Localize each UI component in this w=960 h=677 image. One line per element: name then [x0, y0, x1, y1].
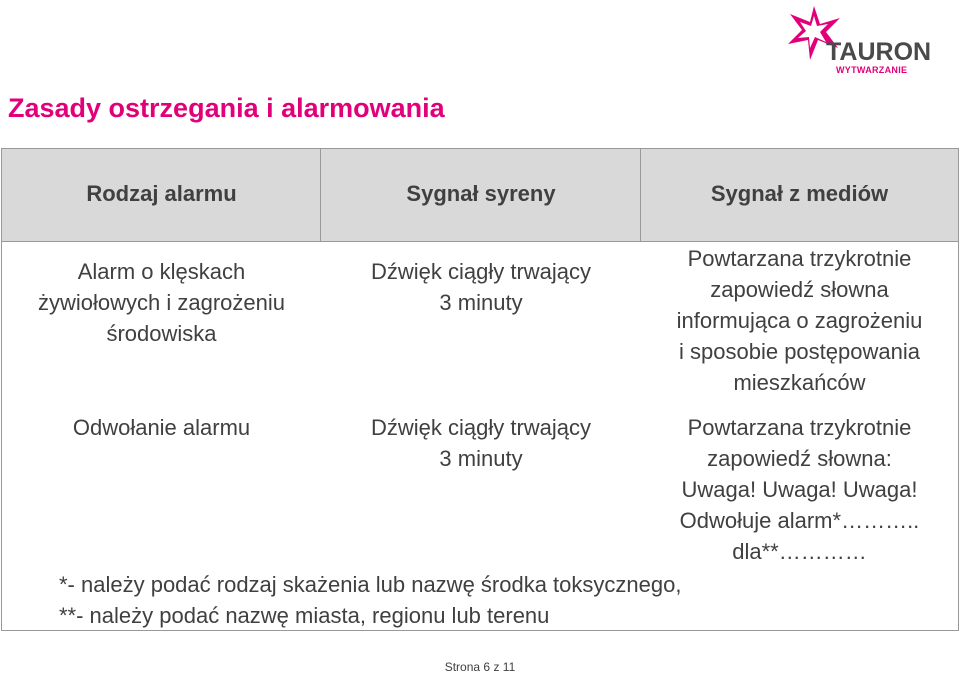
page-number: [0, 660, 960, 674]
header-siren-signal: Sygnał syreny: [406, 181, 556, 206]
row1-siren-signal: Dźwięk ciągły trwający 3 minuty: [370, 259, 592, 315]
row2-alarm-type: Odwołanie alarmu: [72, 415, 251, 440]
header-media-signal: Sygnał z mediów: [710, 181, 889, 206]
column-divider: [320, 149, 321, 241]
page-current: 6: [483, 660, 491, 674]
header-alarm-type: Rodzaj alarmu: [86, 181, 237, 206]
page-total: 11: [502, 660, 516, 674]
note-contamination: *- należy podać rodzaj skażenia lub nazwę środka toksycznego,: [59, 572, 682, 597]
alarm-table: [1, 148, 959, 631]
table-header-row: [2, 149, 958, 242]
row2-siren-signal: Dźwięk ciągły trwający 3 minuty: [370, 415, 592, 471]
row1-media-signal: Powtarzana trzykrotnie zapowiedź słowna informująca o zagrożeniu i sposobie postępowania mieszkańców: [676, 246, 923, 395]
note-location: **- należy podać nazwę miasta, regionu lub terenu: [59, 603, 550, 628]
tauron-logo: [784, 4, 944, 76]
page-title: Zasady ostrzegania i alarmowania: [8, 93, 445, 123]
page-sep: z: [493, 660, 500, 674]
logo-sub: WYTWARZANIE: [836, 65, 908, 75]
logo-brand: TAURON: [826, 38, 932, 66]
row1-alarm-type: Alarm o klęskach żywiołowych i zagrożeniu środowiska: [38, 259, 285, 346]
page-prefix: Strona: [444, 660, 481, 674]
column-divider: [640, 149, 641, 241]
row2-media-signal: Powtarzana trzykrotnie zapowiedź słowna: Uwaga! Uwaga! Uwaga! Odwołuje alarm*……….. dla**…………: [679, 415, 920, 564]
